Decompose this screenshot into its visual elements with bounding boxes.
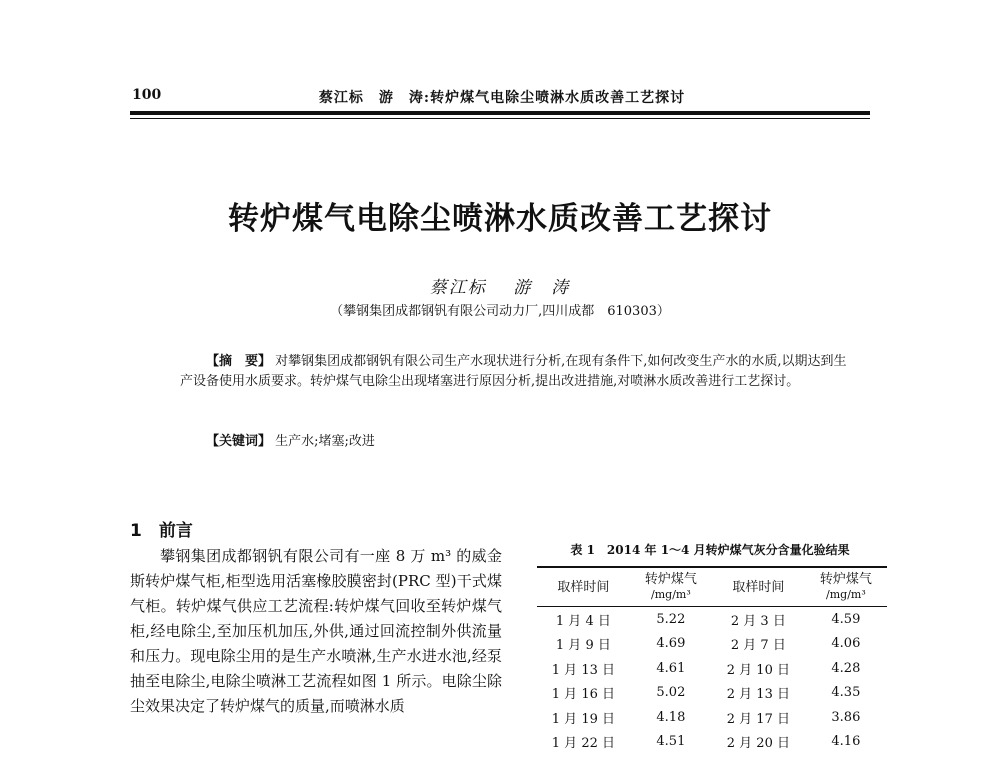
- cell-value: 5.02: [656, 685, 686, 701]
- cell-date: 1 月 19 日: [551, 711, 615, 727]
- cell-value: 4.16: [831, 734, 861, 750]
- table-row: [537, 705, 887, 730]
- cell-value: 5.22: [656, 611, 686, 627]
- cell-value: 4.28: [831, 660, 861, 676]
- header-rule-thick: [130, 111, 870, 115]
- keywords-text: 生产水;堵塞;改进: [275, 434, 375, 449]
- cell-date: 1 月 13 日: [551, 662, 615, 678]
- cell-value: 4.18: [656, 709, 686, 725]
- header-converter-gas-2: 转炉煤气 /mg/m³: [819, 572, 872, 601]
- table-row: [537, 607, 887, 632]
- cell-date: 2 月 13 日: [726, 687, 790, 703]
- header-sampling-time-2: 取样时间: [732, 579, 785, 595]
- article-title: 转炉煤气电除尘喷淋水质改善工艺探讨: [228, 201, 772, 237]
- table-caption: 表 1 2014 年 1～4 月转炉煤气灰分含量化验结果: [570, 543, 850, 557]
- cell-value: 3.86: [831, 709, 861, 725]
- abstract: [180, 352, 850, 392]
- running-header: [132, 87, 872, 109]
- cell-value: 4.35: [831, 685, 861, 701]
- table-header-row: [537, 567, 887, 607]
- abstract-text: 对攀钢集团成都钢钒有限公司生产水现状进行分析,在现有条件下,如何改变生产水的水质,以期达到生产设备使用水质要求。转炉煤气电除尘出现堵塞进行原因分析,提出改进措施,对喷淋水质改善进行工艺探讨。: [180, 354, 847, 389]
- cell-value: 4.06: [831, 636, 861, 652]
- header-rule-thin: [130, 118, 870, 119]
- table-row: [537, 632, 887, 657]
- keywords: [206, 430, 375, 449]
- cell-date: 2 月 3 日: [730, 613, 786, 629]
- table-row: [537, 681, 887, 706]
- page-number: 100: [132, 87, 162, 103]
- cell-date: 1 月 22 日: [551, 736, 615, 752]
- table-row: [537, 656, 887, 681]
- data-table: [537, 566, 887, 754]
- cell-date: 2 月 10 日: [726, 662, 790, 678]
- cell-value: 4.61: [656, 660, 686, 676]
- article-affiliation: （攀钢集团成都钢钒有限公司动力厂,四川成都 610303）: [330, 304, 670, 319]
- cell-value: 4.69: [656, 636, 686, 652]
- cell-value: 4.59: [831, 611, 861, 627]
- article-authors: 蔡江标 游 涛: [429, 278, 571, 298]
- header-converter-gas-1: 转炉煤气 /mg/m³: [644, 572, 697, 601]
- cell-value: 4.51: [656, 734, 686, 750]
- body-column: [130, 544, 502, 719]
- section-heading: 1 前言: [130, 521, 193, 541]
- cell-date: 1 月 9 日: [555, 638, 611, 654]
- cell-date: 1 月 16 日: [551, 687, 615, 703]
- cell-date: 2 月 7 日: [730, 638, 786, 654]
- cell-date: 2 月 20 日: [726, 736, 790, 752]
- abstract-label: 【摘 要】: [206, 354, 272, 369]
- running-title: 蔡江标 游 涛:转炉煤气电除尘喷淋水质改善工艺探讨: [318, 90, 686, 106]
- header-sampling-time-1: 取样时间: [557, 579, 610, 595]
- table-row: [537, 730, 887, 755]
- keywords-label: 【关键词】: [206, 434, 272, 449]
- cell-date: 1 月 4 日: [555, 613, 611, 629]
- body-paragraph: 攀钢集团成都钢钒有限公司有一座 8 万 m³ 的威金斯转炉煤气柜,柜型选用活塞橡胶膜密封(PRC 型)干式煤气柜。转炉煤气供应工艺流程:转炉煤气回收至转炉煤气柜,经电除尘,至加压机加压,外供,通过回流控制外供流量和压力。现电除尘用的是生产水喷淋,生产水进水池,经泵抽至电除尘,电除尘喷淋工艺流程如图 1 所示。电除尘除尘效果决定了转炉煤气的质量,而喷淋水质: [130, 547, 502, 715]
- cell-date: 2 月 17 日: [726, 711, 790, 727]
